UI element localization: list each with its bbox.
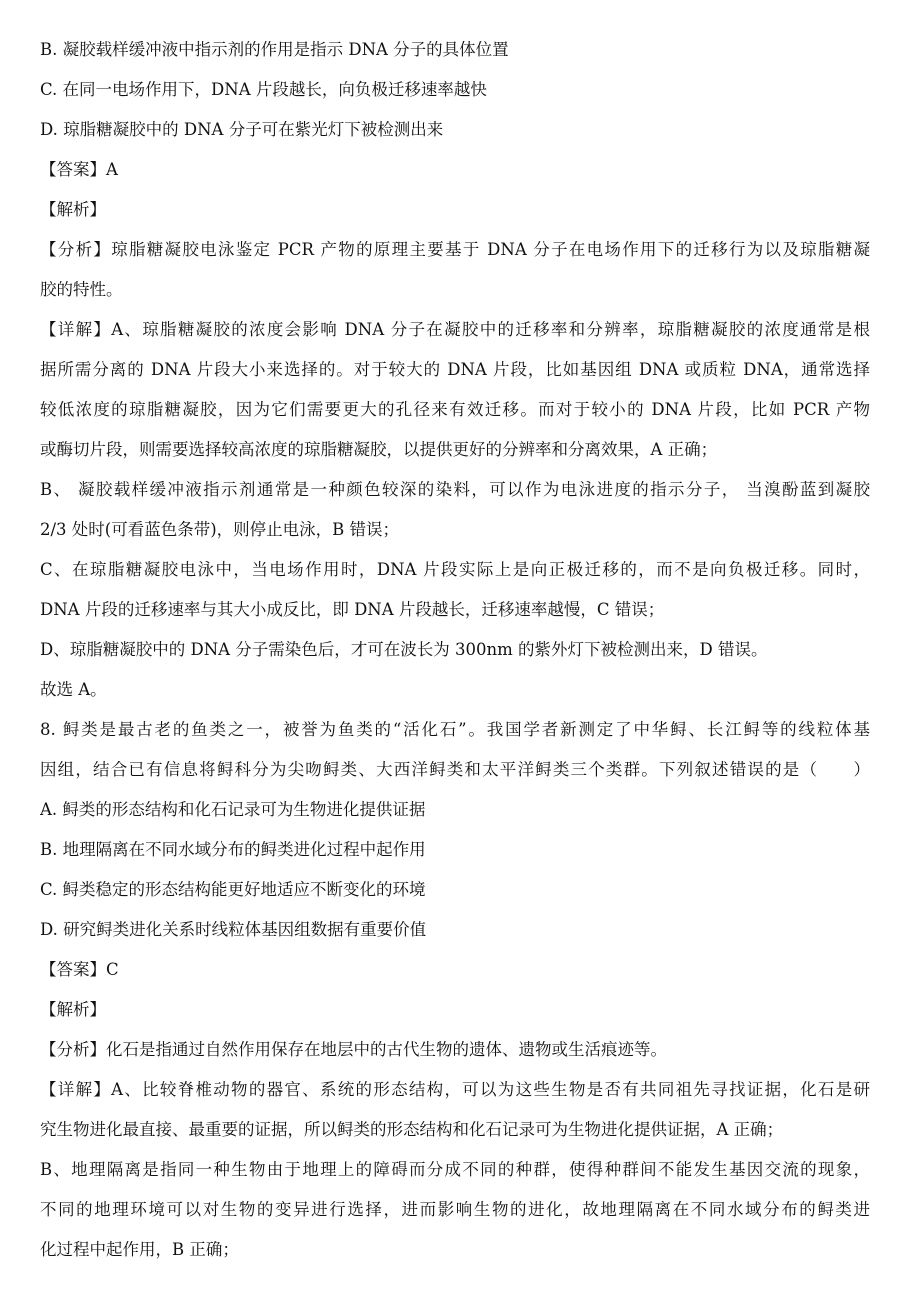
analysis-line: 胶的特性。 <box>40 280 123 299</box>
detail-line: 不同的地理环境可以对生物的变异进行选择，进而影响生物的进化，故地理隔离在不同水域分布的鲟类进 <box>40 1200 870 1219</box>
option-c-line: C. 在同一电场作用下，DNA 片段越长，向负极迁移速率越快 <box>40 80 487 99</box>
option-d-line: D. 研究鲟类进化关系时线粒体基因组数据有重要价值 <box>40 920 427 939</box>
detail-line: 化过程中起作用，B 正确； <box>40 1240 239 1259</box>
detail-line: 据所需分离的 DNA 片段大小来选择的。对于较大的 DNA 片段，比如基因组 DNA 或质粒 DNA，通常选择 <box>40 360 870 379</box>
detail-line: 或酶切片段，则需要选择较高浓度的琼脂糖凝胶，以提供更好的分辨率和分离效果，A 正确； <box>40 440 718 459</box>
option-b-line: B. 凝胶载样缓冲液中指示剂的作用是指示 DNA 分子的具体位置 <box>40 40 509 59</box>
option-d-line: D. 琼脂糖凝胶中的 DNA 分子可在紫光灯下被检测出来 <box>40 120 444 139</box>
option-a-line: A. 鲟类的形态结构和化石记录可为生物进化提供证据 <box>40 800 426 819</box>
option-b-line: B. 地理隔离在不同水域分布的鲟类进化过程中起作用 <box>40 840 426 859</box>
detail-line: DNA 片段的迁移速率与其大小成反比，即 DNA 片段越长，迁移速率越慢，C 错误； <box>40 600 665 619</box>
detail-line: D、琼脂糖凝胶中的 DNA 分子需染色后，才可在波长为 300nm 的紫外灯下被检测出来，D 错误。 <box>40 640 768 659</box>
question-8-line: 8. 鲟类是最古老的鱼类之一，被誉为鱼类的“活化石”。我国学者新测定了中华鲟、长江鲟等的线粒体基 <box>40 720 870 739</box>
detail-line: 【详解】A、琼脂糖凝胶的浓度会影响 DNA 分子在凝胶中的迁移率和分辨率，琼脂糖凝胶的浓度通常是根 <box>40 320 870 339</box>
answer-line: 【答案】C <box>40 960 119 979</box>
detail-line: B、 凝胶载样缓冲液指示剂通常是一种颜色较深的染料，可以作为电泳进度的指示分子， 当溴酚蓝到凝胶 <box>40 480 870 499</box>
analysis-heading: 【解析】 <box>40 200 106 219</box>
option-c-line: C. 鲟类稳定的形态结构能更好地适应不断变化的环境 <box>40 880 426 899</box>
analysis-heading: 【解析】 <box>40 1000 106 1019</box>
analysis-line: 【分析】化石是指通过自然作用保存在地层中的古代生物的遗体、遗物或生活痕迹等。 <box>40 1040 667 1059</box>
detail-line: 较低浓度的琼脂糖凝胶，因为它们需要更大的孔径来有效迁移。而对于较小的 DNA 片段，比如 PCR 产物 <box>40 400 870 419</box>
conclusion-line: 故选 A。 <box>40 680 107 699</box>
detail-line: 2/3 处时(可看蓝色条带)，则停止电泳，B 错误； <box>40 520 400 539</box>
question-8-line: 因组，结合已有信息将鲟科分为尖吻鲟类、大西洋鲟类和太平洋鲟类三个类群。下列叙述错误的是（ ） <box>40 760 870 779</box>
detail-line: 究生物进化最直接、最重要的证据，所以鲟类的形态结构和化石记录可为生物进化提供证据，A 正确； <box>40 1120 784 1139</box>
answer-line: 【答案】A <box>40 160 118 179</box>
detail-line: B、地理隔离是指同一种生物由于地理上的障碍而分成不同的种群，使得种群间不能发生基因交流的现象， <box>40 1160 870 1179</box>
detail-line: C、在琼脂糖凝胶电泳中，当电场作用时，DNA 片段实际上是向正极迁移的，而不是向负极迁移。同时， <box>40 560 870 579</box>
analysis-line: 【分析】琼脂糖凝胶电泳鉴定 PCR 产物的原理主要基于 DNA 分子在电场作用下的迁移行为以及琼脂糖凝 <box>40 240 870 259</box>
detail-line: 【详解】A、比较脊椎动物的器官、系统的形态结构，可以为这些生物是否有共同祖先寻找证据，化石是研 <box>40 1080 870 1099</box>
